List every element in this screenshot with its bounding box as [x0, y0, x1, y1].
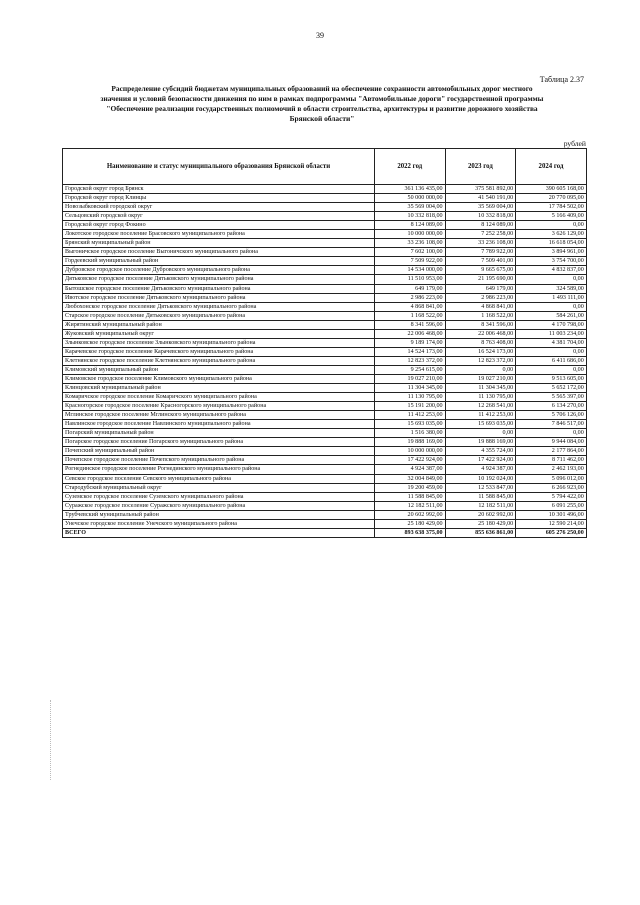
heading-line: значения и условий безопасности движения по ним в рамках подпрограммы "Автомобильные дороги" государственной программы — [100, 94, 544, 103]
amount-2023: 0,00 — [445, 365, 516, 374]
heading-line: "Обеспечение реализации государственных полномочий в области строительства, архитектуры и развитие дорожного хозяйства — [106, 104, 538, 113]
municipality-name: Карачевское городское поселение Карачевского муниципального района — [63, 347, 375, 356]
table-row — [63, 302, 587, 311]
table-row — [63, 266, 587, 275]
amount-2023: 7 509 401,00 — [445, 257, 516, 266]
table-row — [63, 329, 587, 338]
amount-2022: 9 189 174,00 — [375, 338, 446, 347]
header-2023: 2023 год — [445, 149, 516, 185]
municipality-name: Красногорское городское поселение Красногорского муниципального района — [63, 402, 375, 411]
table-row — [63, 519, 587, 528]
scan-margin-marks — [50, 700, 55, 780]
municipality-name: Жирятинский муниципальный район — [63, 320, 375, 329]
table-heading — [62, 84, 582, 124]
municipality-name: Погарский муниципальный район — [63, 429, 375, 438]
table-row — [63, 293, 587, 302]
amount-2024: 0,00 — [516, 365, 587, 374]
amount-2023: 10 332 818,00 — [445, 212, 516, 221]
table-row — [63, 365, 587, 374]
amount-2024: 1 493 111,00 — [516, 293, 587, 302]
amount-2023: 4 868 841,00 — [445, 302, 516, 311]
table-row — [63, 393, 587, 402]
municipality-name: Городской округ город Брянск — [63, 185, 375, 194]
municipality-name: Стародубский муниципальный округ — [63, 483, 375, 492]
municipality-name: Климовское городское поселение Климовского муниципального района — [63, 374, 375, 383]
amount-2024: 10 301 496,00 — [516, 510, 587, 519]
amount-2024: 17 784 502,00 — [516, 203, 587, 212]
amount-2023: 8 124 089,00 — [445, 221, 516, 230]
table-row — [63, 248, 587, 257]
table-row — [63, 429, 587, 438]
municipality-name: Клинцовский муниципальный район — [63, 384, 375, 393]
table-header — [63, 149, 587, 185]
amount-2023: 16 524 173,00 — [445, 347, 516, 356]
amount-2024: 5 794 422,00 — [516, 492, 587, 501]
amount-2024: 4 170 798,00 — [516, 320, 587, 329]
municipality-name: Жуковский муниципальный округ — [63, 329, 375, 338]
amount-2022: 10 000 000,00 — [375, 230, 446, 239]
municipality-name: Севское городское поселение Севского муниципального района — [63, 474, 375, 483]
amount-2022: 4 924 387,00 — [375, 465, 446, 474]
amount-2022: 4 868 841,00 — [375, 302, 446, 311]
amount-2023: 1 168 522,00 — [445, 311, 516, 320]
table-row — [63, 447, 587, 456]
amount-2022: 50 000 000,00 — [375, 194, 446, 203]
amount-2022: 14 524 173,00 — [375, 347, 446, 356]
amount-2024: 5 706 126,00 — [516, 411, 587, 420]
municipality-name: Городской округ город Клинцы — [63, 194, 375, 203]
table-row — [63, 185, 587, 194]
amount-2023: 15 693 035,00 — [445, 420, 516, 429]
amount-2024: 3 626 129,00 — [516, 230, 587, 239]
amount-2022: 35 569 004,00 — [375, 203, 446, 212]
amount-2022: 2 986 223,00 — [375, 293, 446, 302]
subsidy-table — [62, 148, 587, 538]
amount-2023: 649 179,00 — [445, 284, 516, 293]
municipality-name: Комаричское городское поселение Комаричского муниципального района — [63, 393, 375, 402]
amount-2022: 12 182 511,00 — [375, 501, 446, 510]
table-row — [63, 338, 587, 347]
table-row — [63, 501, 587, 510]
amount-2023: 8 341 596,00 — [445, 320, 516, 329]
amount-2024: 6 134 270,00 — [516, 402, 587, 411]
heading-line: Брянской области" — [289, 114, 355, 123]
table-row — [63, 438, 587, 447]
amount-2024: 2 177 864,00 — [516, 447, 587, 456]
total-amount-2023: 855 636 861,00 — [445, 528, 516, 537]
total-amount-2022: 893 638 375,00 — [375, 528, 446, 537]
header-2024: 2024 год — [516, 149, 587, 185]
amount-2023: 19 888 169,00 — [445, 438, 516, 447]
table-row — [63, 347, 587, 356]
table-row — [63, 311, 587, 320]
table-row — [63, 203, 587, 212]
municipality-name: Злынковское городское поселение Злынковского муниципального района — [63, 338, 375, 347]
amount-2024: 0,00 — [516, 221, 587, 230]
page-number: 39 — [316, 31, 324, 40]
municipality-name: Дятьковское городское поселение Дятьковского муниципального района — [63, 275, 375, 284]
amount-2022: 11 130 795,00 — [375, 393, 446, 402]
municipality-name: Погарское городское поселение Погарского муниципального района — [63, 438, 375, 447]
heading-line: Распределение субсидий бюджетам муниципальных образований на обеспечение сохранности автомобильных дорог местного — [111, 84, 533, 93]
amount-2023: 12 823 372,00 — [445, 356, 516, 365]
amount-2022: 8 341 596,00 — [375, 320, 446, 329]
amount-2024: 0,00 — [516, 275, 587, 284]
municipality-name: Трубчевский муниципальный район — [63, 510, 375, 519]
municipality-name: Дубровское городское поселение Дубровского муниципального района — [63, 266, 375, 275]
amount-2024: 5 565 397,00 — [516, 393, 587, 402]
amount-2022: 11 510 953,00 — [375, 275, 446, 284]
amount-2022: 1 516 380,00 — [375, 429, 446, 438]
table-row — [63, 465, 587, 474]
amount-2024: 0,00 — [516, 347, 587, 356]
municipality-name: Климовский муниципальный район — [63, 365, 375, 374]
municipality-name: Ивотское городское поселение Дятьковского муниципального района — [63, 293, 375, 302]
amount-2022: 11 304 345,00 — [375, 384, 446, 393]
municipality-name: Унечское городское поселение Унечского муниципального района — [63, 519, 375, 528]
amount-2022: 22 006 468,00 — [375, 329, 446, 338]
amount-2022: 11 588 845,00 — [375, 492, 446, 501]
amount-2024: 16 618 054,00 — [516, 239, 587, 248]
amount-2022: 20 602 992,00 — [375, 510, 446, 519]
amount-2023: 0,00 — [445, 429, 516, 438]
amount-2022: 19 027 210,00 — [375, 374, 446, 383]
amount-2022: 7 509 922,00 — [375, 257, 446, 266]
municipality-name: Почепский муниципальный район — [63, 447, 375, 456]
table-row — [63, 230, 587, 239]
table-row — [63, 212, 587, 221]
amount-2022: 9 254 615,00 — [375, 365, 446, 374]
table-row — [63, 239, 587, 248]
municipality-name: Бытошское городское поселение Дятьковского муниципального района — [63, 284, 375, 293]
amount-2023: 20 602 992,00 — [445, 510, 516, 519]
units-label: рублей — [563, 139, 586, 148]
amount-2023: 25 180 429,00 — [445, 519, 516, 528]
amount-2022: 25 180 429,00 — [375, 519, 446, 528]
table-row — [63, 275, 587, 284]
table-row — [63, 356, 587, 365]
amount-2023: 10 192 024,00 — [445, 474, 516, 483]
amount-2024: 2 462 193,00 — [516, 465, 587, 474]
amount-2023: 11 130 795,00 — [445, 393, 516, 402]
table-row — [63, 374, 587, 383]
municipality-name: Брянский муниципальный район — [63, 239, 375, 248]
table-label: Таблица 2.37 — [539, 75, 584, 84]
amount-2022: 14 534 000,00 — [375, 266, 446, 275]
amount-2024: 4 832 837,00 — [516, 266, 587, 275]
municipality-name: Любохонское городское поселение Дятьковского муниципального района — [63, 302, 375, 311]
municipality-name: Суражское городское поселение Суражского муниципального района — [63, 501, 375, 510]
municipality-name: Городской округ город Фокино — [63, 221, 375, 230]
amount-2024: 5 096 012,00 — [516, 474, 587, 483]
table-row — [63, 411, 587, 420]
amount-2024: 0,00 — [516, 429, 587, 438]
amount-2022: 17 422 924,00 — [375, 456, 446, 465]
table-row — [63, 257, 587, 266]
amount-2022: 33 236 108,00 — [375, 239, 446, 248]
municipality-name: Навлинское городское поселение Навлинского муниципального района — [63, 420, 375, 429]
amount-2023: 35 569 004,00 — [445, 203, 516, 212]
amount-2024: 6 266 923,00 — [516, 483, 587, 492]
total-amount-2024: 605 276 250,00 — [516, 528, 587, 537]
amount-2023: 41 540 191,00 — [445, 194, 516, 203]
table-row — [63, 510, 587, 519]
amount-2022: 19 200 459,00 — [375, 483, 446, 492]
amount-2024: 3 754 700,00 — [516, 257, 587, 266]
amount-2023: 2 986 223,00 — [445, 293, 516, 302]
amount-2023: 17 422 924,00 — [445, 456, 516, 465]
municipality-name: Локотское городское поселение Брасовского муниципального района — [63, 230, 375, 239]
amount-2023: 11 412 253,00 — [445, 411, 516, 420]
amount-2024: 11 003 234,00 — [516, 329, 587, 338]
amount-2023: 12 268 541,00 — [445, 402, 516, 411]
total-row — [63, 528, 587, 537]
header-municipality: Наименование и статус муниципального образования Брянской области — [63, 149, 375, 185]
amount-2024: 0,00 — [516, 302, 587, 311]
amount-2023: 12 533 847,00 — [445, 483, 516, 492]
header-2022: 2022 год — [375, 149, 446, 185]
amount-2022: 10 332 818,00 — [375, 212, 446, 221]
amount-2024: 9 513 605,00 — [516, 374, 587, 383]
amount-2024: 5 166 409,00 — [516, 212, 587, 221]
amount-2023: 12 182 511,00 — [445, 501, 516, 510]
municipality-name: Сельцовский городской округ — [63, 212, 375, 221]
table-row — [63, 474, 587, 483]
amount-2023: 4 355 724,00 — [445, 447, 516, 456]
amount-2024: 9 944 084,00 — [516, 438, 587, 447]
amount-2023: 4 924 387,00 — [445, 465, 516, 474]
amount-2022: 12 823 372,00 — [375, 356, 446, 365]
amount-2023: 8 763 408,00 — [445, 338, 516, 347]
amount-2024: 390 605 168,00 — [516, 185, 587, 194]
amount-2024: 7 846 517,00 — [516, 420, 587, 429]
table-row — [63, 284, 587, 293]
amount-2023: 375 581 892,00 — [445, 185, 516, 194]
amount-2022: 649 179,00 — [375, 284, 446, 293]
amount-2024: 324 589,00 — [516, 284, 587, 293]
table-row — [63, 420, 587, 429]
amount-2024: 3 894 961,00 — [516, 248, 587, 257]
amount-2023: 7 252 258,00 — [445, 230, 516, 239]
municipality-name: Выгоничское городское поселение Выгоничского муниципального района — [63, 248, 375, 257]
amount-2023: 9 665 675,00 — [445, 266, 516, 275]
amount-2023: 19 027 210,00 — [445, 374, 516, 383]
amount-2022: 361 136 435,00 — [375, 185, 446, 194]
municipality-name: Рогнединское городское поселение Рогнединского муниципального района — [63, 465, 375, 474]
amount-2022: 19 888 169,00 — [375, 438, 446, 447]
table-row — [63, 456, 587, 465]
amount-2022: 15 693 035,00 — [375, 420, 446, 429]
amount-2022: 32 004 849,00 — [375, 474, 446, 483]
amount-2022: 1 168 522,00 — [375, 311, 446, 320]
table-row — [63, 483, 587, 492]
amount-2022: 11 412 253,00 — [375, 411, 446, 420]
municipality-name: Старское городское поселение Дятьковского муниципального района — [63, 311, 375, 320]
table-row — [63, 320, 587, 329]
amount-2023: 21 195 690,00 — [445, 275, 516, 284]
municipality-name: Гордеевский муниципальный район — [63, 257, 375, 266]
table-row — [63, 221, 587, 230]
table-row — [63, 402, 587, 411]
amount-2023: 11 588 845,00 — [445, 492, 516, 501]
table-row — [63, 492, 587, 501]
amount-2024: 584 261,00 — [516, 311, 587, 320]
table-row — [63, 194, 587, 203]
table-row — [63, 384, 587, 393]
amount-2023: 11 304 345,00 — [445, 384, 516, 393]
municipality-name: Почепское городское поселение Почепского муниципального района — [63, 456, 375, 465]
municipality-name: Новозыбковский городской округ — [63, 203, 375, 212]
municipality-name: Мглинское городское поселение Мглинского муниципального района — [63, 411, 375, 420]
amount-2024: 5 652 172,00 — [516, 384, 587, 393]
amount-2022: 10 000 000,00 — [375, 447, 446, 456]
total-label: ВСЕГО — [63, 528, 375, 537]
amount-2024: 6 411 686,00 — [516, 356, 587, 365]
amount-2023: 7 789 922,00 — [445, 248, 516, 257]
amount-2024: 4 381 704,00 — [516, 338, 587, 347]
municipality-name: Суземское городское поселение Суземского муниципального района — [63, 492, 375, 501]
amount-2024: 6 091 255,00 — [516, 501, 587, 510]
table-body — [63, 185, 587, 538]
amount-2023: 33 236 108,00 — [445, 239, 516, 248]
amount-2022: 7 602 100,00 — [375, 248, 446, 257]
amount-2022: 8 124 089,00 — [375, 221, 446, 230]
amount-2023: 22 006 468,00 — [445, 329, 516, 338]
municipality-name: Клетнянское городское поселение Клетнянского муниципального района — [63, 356, 375, 365]
amount-2024: 20 770 095,00 — [516, 194, 587, 203]
amount-2022: 15 191 200,00 — [375, 402, 446, 411]
amount-2024: 12 590 214,00 — [516, 519, 587, 528]
amount-2024: 8 711 462,00 — [516, 456, 587, 465]
